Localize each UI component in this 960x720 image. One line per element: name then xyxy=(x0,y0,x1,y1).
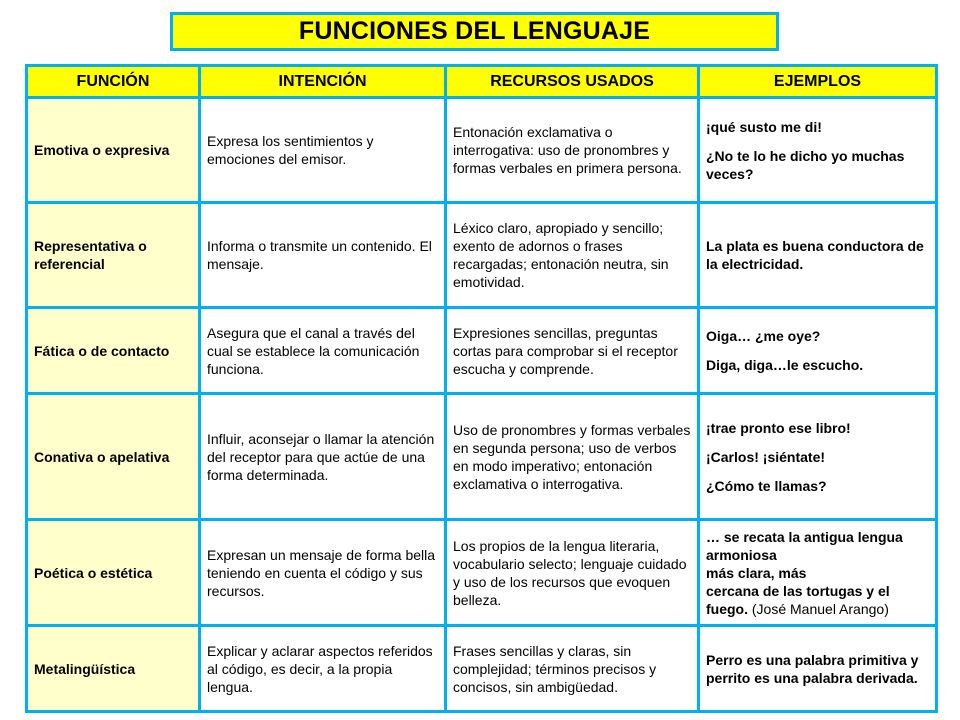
table-row xyxy=(27,520,937,626)
intencion-cell: Expresa los sentimientos y emociones del emisor. xyxy=(200,98,446,203)
ejemplos-cell xyxy=(699,626,937,712)
page-title: FUNCIONES DEL LENGUAJE xyxy=(170,12,779,51)
funcion-cell: Fática o de contacto xyxy=(27,308,200,394)
intencion-cell: Expresan un mensaje de forma bella teniendo en cuenta el código y sus recursos. xyxy=(200,520,446,626)
funcion-cell: Poética o estética xyxy=(27,520,200,626)
header-intencion: INTENCIÓN xyxy=(200,66,446,98)
intencion-cell: Explicar y aclarar aspectos referidos al código, es decir, a la propia lengua. xyxy=(200,626,446,712)
poem-line-text: cercana de las tortugas y el fuego. xyxy=(706,582,890,617)
example-text: Diga, diga…le escucho. xyxy=(706,357,864,373)
example-text: ¡Carlos! ¡siéntate! xyxy=(706,448,826,465)
example-text: Perro es una palabra primitiva y perrito es una palabra derivada. xyxy=(706,651,919,686)
table-row xyxy=(27,98,937,203)
recursos-cell: Entonación exclamativa o interrogativa: uso de pronombres y formas verbales en primera persona. xyxy=(446,98,699,203)
funcion-cell: Metalingüística xyxy=(27,626,200,712)
ejemplos-cell xyxy=(699,203,937,308)
ejemplos-cell xyxy=(699,520,937,626)
header-row xyxy=(27,66,937,98)
example-text: La plata es buena conductora de la electricidad. xyxy=(706,238,924,272)
poem-line xyxy=(706,582,929,618)
example-text: Oiga… ¿me oye? xyxy=(706,328,821,344)
recursos-cell: Frases sencillas y claras, sin complejidad; términos precisos y concisos, sin ambigüedad. xyxy=(446,626,699,712)
recursos-cell: Uso de pronombres y formas verbales en segunda persona; uso de verbos en modo imperativo; entonación exclamativa o interrogativa. xyxy=(446,394,699,520)
ejemplos-cell xyxy=(699,98,937,203)
example-text: ¡trae pronto ese libro! xyxy=(706,419,851,436)
example-text: ¡qué susto me di! xyxy=(706,118,822,135)
recursos-cell: Los propios de la lengua literaria, vocabulario selecto; lenguaje cuidado y uso de los recursos que evoquen belleza. xyxy=(446,520,699,626)
intencion-cell: Informa o transmite un contenido. El mensaje. xyxy=(200,203,446,308)
header-funcion: FUNCIÓN xyxy=(27,66,200,98)
recursos-cell: Expresiones sencillas, preguntas cortas para comprobar si el receptor escucha y comprende. xyxy=(446,308,699,394)
intencion-cell: Influir, aconsejar o llamar la atención del receptor para que actúe de una forma determinada. xyxy=(200,394,446,520)
example-text: ¿No te lo he dicho yo muchas veces? xyxy=(706,147,905,182)
poem-line: más clara, más xyxy=(706,564,807,581)
example-text: ¿Cómo te llamas? xyxy=(706,477,827,494)
table-row xyxy=(27,308,937,394)
table-row xyxy=(27,626,937,712)
poem-line: … se recata la antigua lengua armoniosa xyxy=(706,528,903,563)
funcion-cell: Conativa o apelativa xyxy=(27,394,200,520)
ejemplos-cell xyxy=(699,394,937,520)
recursos-cell: Léxico claro, apropiado y sencillo; exento de adornos o frases recargadas; entonación neutra, sin emotividad. xyxy=(446,203,699,308)
functions-table xyxy=(25,64,938,713)
table-row xyxy=(27,394,937,520)
ejemplos-cell xyxy=(699,308,937,394)
header-recursos: RECURSOS USADOS xyxy=(446,66,699,98)
table-row xyxy=(27,203,937,308)
header-ejemplos: EJEMPLOS xyxy=(699,66,937,98)
funcion-cell: Emotiva o expresiva xyxy=(27,98,200,203)
poem-author: (José Manuel Arango) xyxy=(751,600,889,617)
intencion-cell: Asegura que el canal a través del cual se establece la comunicación funciona. xyxy=(200,308,446,394)
funcion-cell: Representativa o referencial xyxy=(27,203,200,308)
